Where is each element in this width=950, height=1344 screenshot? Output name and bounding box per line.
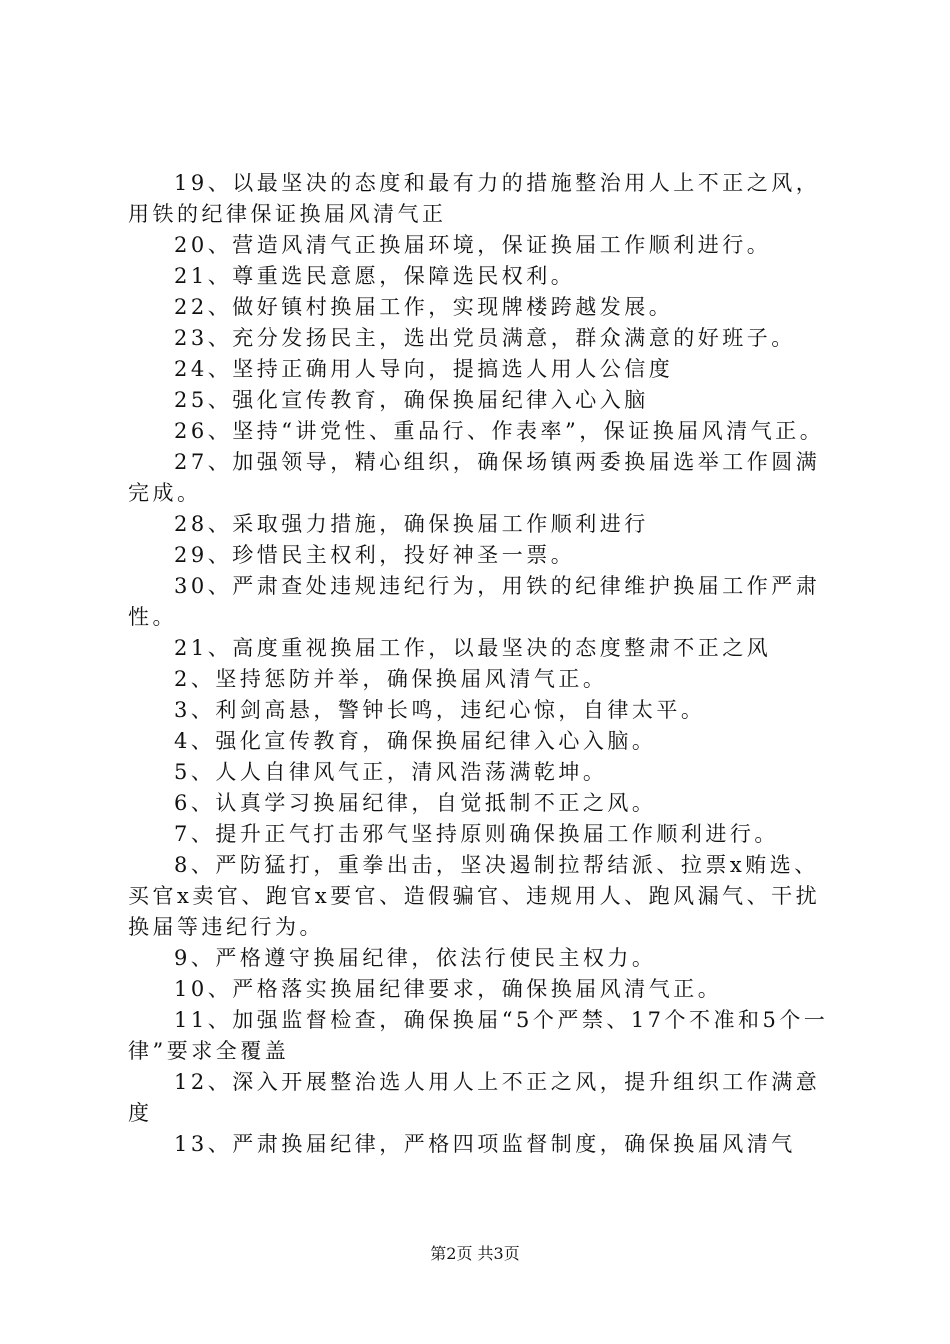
paragraph: 30、严肃查处违规违纪行为，用铁的纪律维护换届工作严肃性。 bbox=[128, 574, 821, 629]
paragraph: 29、珍惜民主权利，投好神圣一票。 bbox=[174, 543, 576, 567]
paragraph: 8、严防猛打，重拳出击，坚决遏制拉帮结派、拉票x贿选、买官x卖官、跑官x要官、造假骗官、违规用人、跑风漏气、干扰换届等违纪行为。 bbox=[128, 853, 821, 939]
paragraph: 28、采取强力措施，确保换届工作顺利进行 bbox=[174, 512, 649, 536]
paragraph: 7、提升正气打击邪气坚持原则确保换届工作顺利进行。 bbox=[174, 822, 779, 846]
paragraph: 22、做好镇村换届工作，实现牌楼跨越发展。 bbox=[174, 295, 674, 319]
paragraph: 20、营造风清气正换届环境，保证换届工作顺利进行。 bbox=[174, 233, 772, 257]
paragraph: 24、坚持正确用人导向，提搞选人用人公信度 bbox=[174, 357, 674, 381]
paragraph: 6、认真学习换届纪律，自觉抵制不正之风。 bbox=[174, 791, 657, 815]
document-body bbox=[128, 168, 838, 1160]
paragraph: 2、坚持惩防并举，确保换届风清气正。 bbox=[174, 667, 608, 691]
paragraph: 19、以最坚决的态度和最有力的措施整治用人上不正之风，用铁的纪律保证换届风清气正 bbox=[128, 171, 821, 226]
paragraph: 10、严格落实换届纪律要求，确保换届风清气正。 bbox=[174, 977, 723, 1001]
paragraph: 11、加强监督检查，确保换届“5个严禁、17个不准和5个一律”要求全覆盖 bbox=[128, 1008, 829, 1063]
paragraph: 4、强化宣传教育，确保换届纪律入心入脑。 bbox=[174, 729, 657, 753]
paragraph: 13、严肃换届纪律，严格四项监督制度，确保换届风清气 bbox=[174, 1132, 796, 1156]
page-number-footer: 第2页 共3页 bbox=[430, 1244, 520, 1263]
paragraph: 23、充分发扬民主，选出党员满意，群众满意的好班子。 bbox=[174, 326, 796, 350]
paragraph: 5、人人自律风气正，清风浩荡满乾坤。 bbox=[174, 760, 608, 784]
paragraph: 12、深入开展整治选人用人上不正之风，提升组织工作满意度 bbox=[128, 1070, 821, 1125]
paragraph: 26、坚持“讲党性、重品行、作表率”，保证换届风清气正。 bbox=[174, 419, 825, 443]
paragraph: 3、利剑高悬，警钟长鸣，违纪心惊，自律太平。 bbox=[174, 698, 706, 722]
paragraph: 21、尊重选民意愿，保障选民权利。 bbox=[174, 264, 576, 288]
paragraph: 25、强化宣传教育，确保换届纪律入心入脑 bbox=[174, 388, 649, 412]
paragraph: 27、加强领导，精心组织，确保场镇两委换届选举工作圆满完成。 bbox=[128, 450, 821, 505]
paragraph: 21、高度重视换届工作，以最坚决的态度整肃不正之风 bbox=[174, 636, 772, 660]
paragraph: 9、严格遵守换届纪律，依法行使民主权力。 bbox=[174, 946, 657, 970]
